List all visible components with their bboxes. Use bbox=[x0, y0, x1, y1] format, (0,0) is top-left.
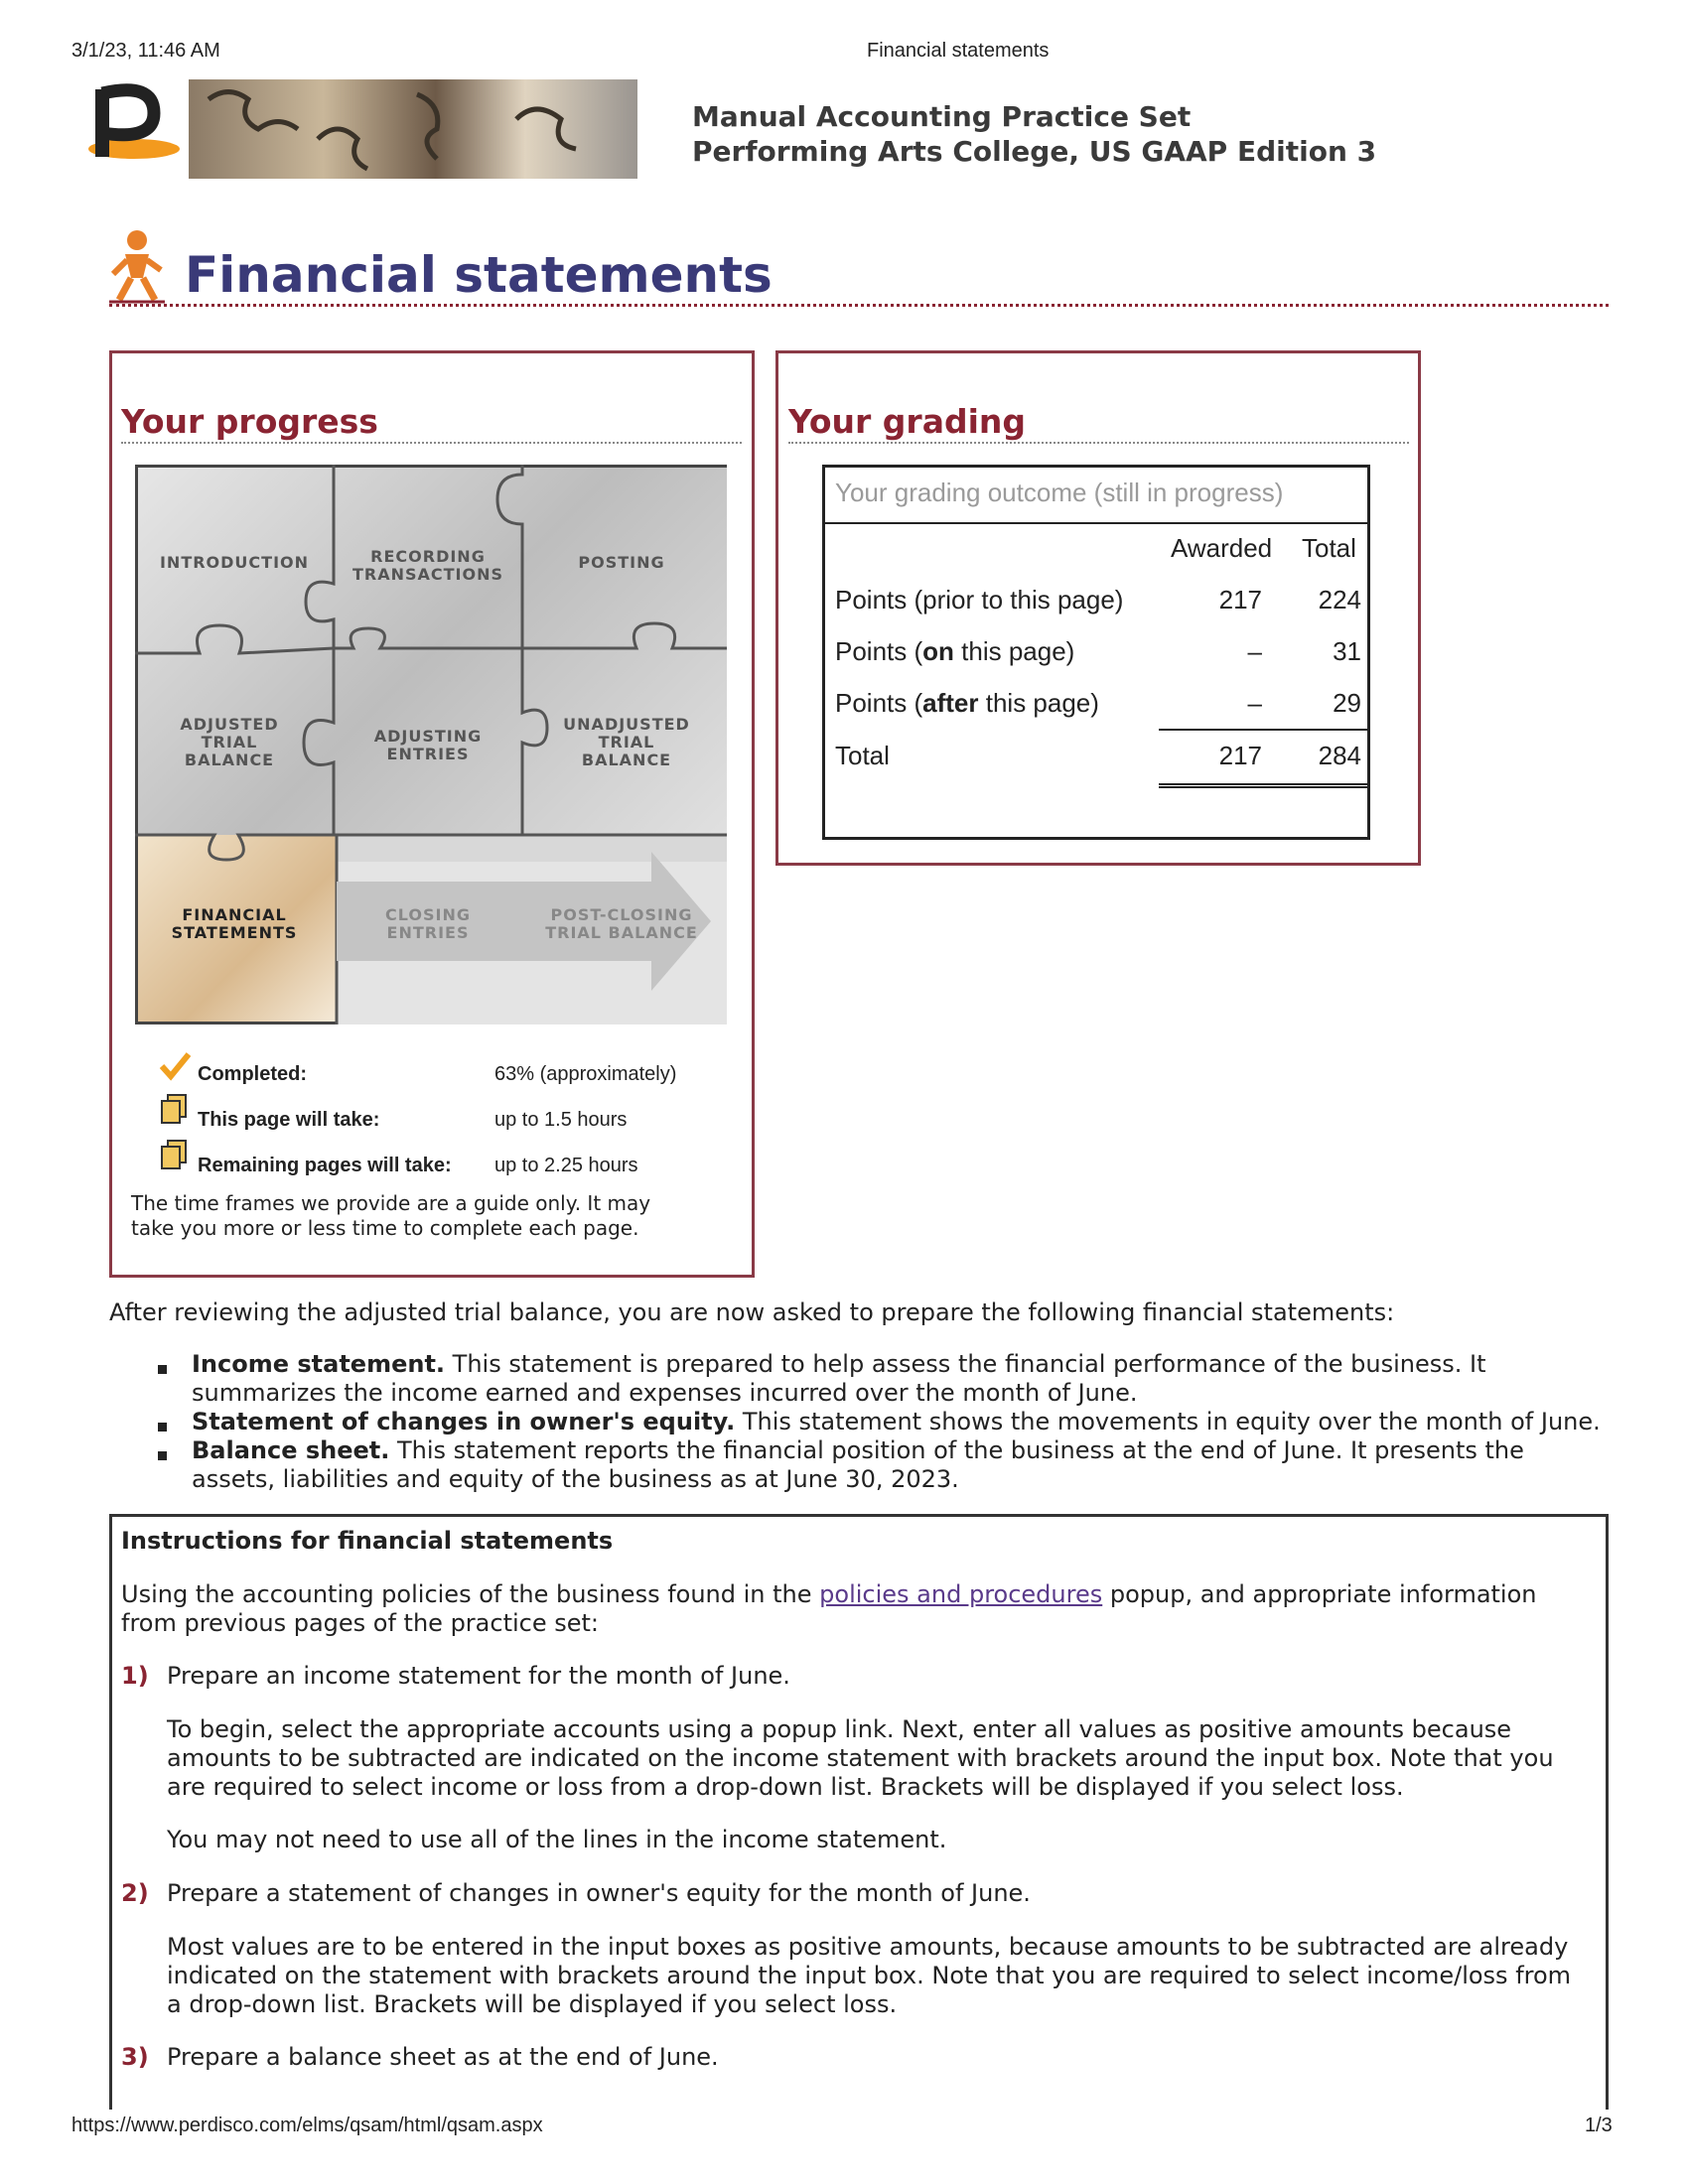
remaining-value: up to 2.25 hours bbox=[494, 1155, 638, 1176]
row-on-awarded: – bbox=[1247, 636, 1262, 666]
step3-number: 3) bbox=[121, 2043, 149, 2071]
row-on-label: Points (on this page) bbox=[835, 636, 1075, 666]
pages-icon bbox=[159, 1139, 189, 1170]
perdisco-logo bbox=[84, 77, 184, 167]
page-title: Financial statements bbox=[185, 246, 773, 304]
grading-table-title: Your grading outcome (still in progress) bbox=[835, 478, 1284, 507]
progress-puzzle bbox=[135, 465, 727, 1024]
row-after-label: Points (after this page) bbox=[835, 688, 1099, 718]
intro-text: After reviewing the adjusted trial balance, you are now asked to prepare the following financial statements: bbox=[109, 1298, 1395, 1326]
bullet-marker bbox=[158, 1365, 167, 1374]
instructions-heading: Instructions for financial statements bbox=[121, 1527, 614, 1555]
print-page-number: 1/3 bbox=[1585, 2115, 1613, 2136]
total-label: Total bbox=[835, 741, 890, 770]
row-prior-total: 224 bbox=[1318, 585, 1361, 614]
row-after-awarded: – bbox=[1247, 688, 1262, 718]
pages-icon bbox=[159, 1093, 189, 1125]
puzzle-post-closing-trial-balance: POST-CLOSING TRIAL BALANCE bbox=[545, 905, 698, 942]
step1-details: To begin, select the appropriate accounts using a popup link. Next, enter all values as positive amounts because amounts to be subtracted are indicated on the income statement with brackets around the input box. Note that you are required to select income or loss from a drop-down list. Brackets will be displayed if you select loss. bbox=[167, 1715, 1554, 1801]
bullet-changes-equity: Statement of changes in owner's equity. This statement shows the movements in equity over the month of June. bbox=[192, 1408, 1601, 1435]
step1-number: 1) bbox=[121, 1662, 149, 1690]
step1-text: Prepare an income statement for the month of June. bbox=[167, 1662, 790, 1690]
completed-value: 63% (approximately) bbox=[494, 1063, 677, 1085]
puzzle-adjusting-entries: ADJUSTING ENTRIES bbox=[373, 727, 483, 763]
total-total: 284 bbox=[1318, 741, 1361, 770]
step3-text: Prepare a balance sheet as at the end of June. bbox=[167, 2043, 719, 2071]
col-awarded: Awarded bbox=[1171, 533, 1273, 563]
puzzle-closing-entries: CLOSING ENTRIES bbox=[385, 905, 471, 942]
grading-title-rule bbox=[825, 522, 1367, 524]
puzzle-banner-image bbox=[189, 79, 637, 179]
puzzle-financial-statements: FINANCIAL STATEMENTS bbox=[171, 905, 298, 942]
bullet-marker bbox=[158, 1423, 167, 1432]
print-datetime: 3/1/23, 11:46 AM bbox=[71, 40, 220, 62]
grading-table bbox=[822, 465, 1370, 840]
progress-heading: Your progress bbox=[121, 402, 378, 441]
puzzle-unadjusted-trial-balance: UNADJUSTED TRIAL BALANCE bbox=[563, 715, 690, 769]
app-title-line1: Manual Accounting Practice Set bbox=[692, 100, 1192, 133]
grading-heading: Your grading bbox=[788, 402, 1027, 441]
print-title: Financial statements bbox=[867, 40, 1050, 62]
completed-label: Completed: bbox=[198, 1063, 307, 1085]
puzzle-introduction: INTRODUCTION bbox=[159, 553, 310, 572]
row-prior-awarded: 217 bbox=[1218, 585, 1262, 614]
row-after-total: 29 bbox=[1333, 688, 1361, 718]
total-rule bbox=[1159, 729, 1367, 731]
page-take-value: up to 1.5 hours bbox=[494, 1109, 628, 1131]
bullet-marker bbox=[158, 1451, 167, 1460]
puzzle-posting: POSTING bbox=[578, 553, 665, 572]
puzzle-recording-transactions: RECORDING TRANSACTIONS bbox=[352, 547, 504, 584]
page-take-label: This page will take: bbox=[198, 1109, 380, 1131]
checkmark-icon bbox=[159, 1050, 191, 1082]
total-awarded: 217 bbox=[1218, 741, 1262, 770]
bullet-balance-sheet: Balance sheet. This statement reports the financial position of the business at the end of June. It presents the assets, liabilities and equity of the business as at June 30, 2023. bbox=[192, 1436, 1524, 1493]
progress-heading-rule bbox=[121, 442, 742, 444]
app-title bbox=[692, 99, 1376, 169]
app-title-line2: Performing Arts College, US GAAP Edition 3 bbox=[692, 135, 1377, 168]
row-prior-label: Points (prior to this page) bbox=[835, 585, 1124, 614]
step2-text: Prepare a statement of changes in owner's equity for the month of June. bbox=[167, 1879, 1031, 1907]
step2-details: Most values are to be entered in the input boxes as positive amounts, because amounts to be subtracted are already indicated on the statement with brackets around the input box. Note that you are required to select income/loss from a drop-down list. Brackets will be displayed if you select loss. bbox=[167, 1933, 1572, 2018]
time-note: The time frames we provide are a guide only. It may take you more or less time to complete each page. bbox=[131, 1191, 651, 1240]
puzzle-adjusted-trial-balance: ADJUSTED TRIAL BALANCE bbox=[180, 715, 279, 769]
remaining-label: Remaining pages will take: bbox=[198, 1155, 452, 1176]
step2-number: 2) bbox=[121, 1879, 149, 1907]
page-title-figure-icon bbox=[107, 226, 167, 304]
instructions-intro: Using the accounting policies of the business found in the policies and procedures popup, and appropriate information from previous pages of the practice set: bbox=[121, 1580, 1537, 1637]
col-total: Total bbox=[1302, 533, 1356, 563]
page-title-rule bbox=[109, 304, 1609, 307]
total-double-rule bbox=[1159, 783, 1367, 788]
step1-note: You may not need to use all of the lines in the income statement. bbox=[167, 1826, 947, 1853]
grading-heading-rule bbox=[788, 442, 1409, 444]
row-on-total: 31 bbox=[1333, 636, 1361, 666]
print-url: https://www.perdisco.com/elms/qsam/html/qsam.aspx bbox=[71, 2115, 543, 2136]
bullet-income-statement: Income statement. This statement is prepared to help assess the financial performance of the business. It summarizes the income earned and expenses incurred over the month of June. bbox=[192, 1350, 1486, 1407]
policies-link[interactable]: policies and procedures bbox=[819, 1580, 1103, 1608]
